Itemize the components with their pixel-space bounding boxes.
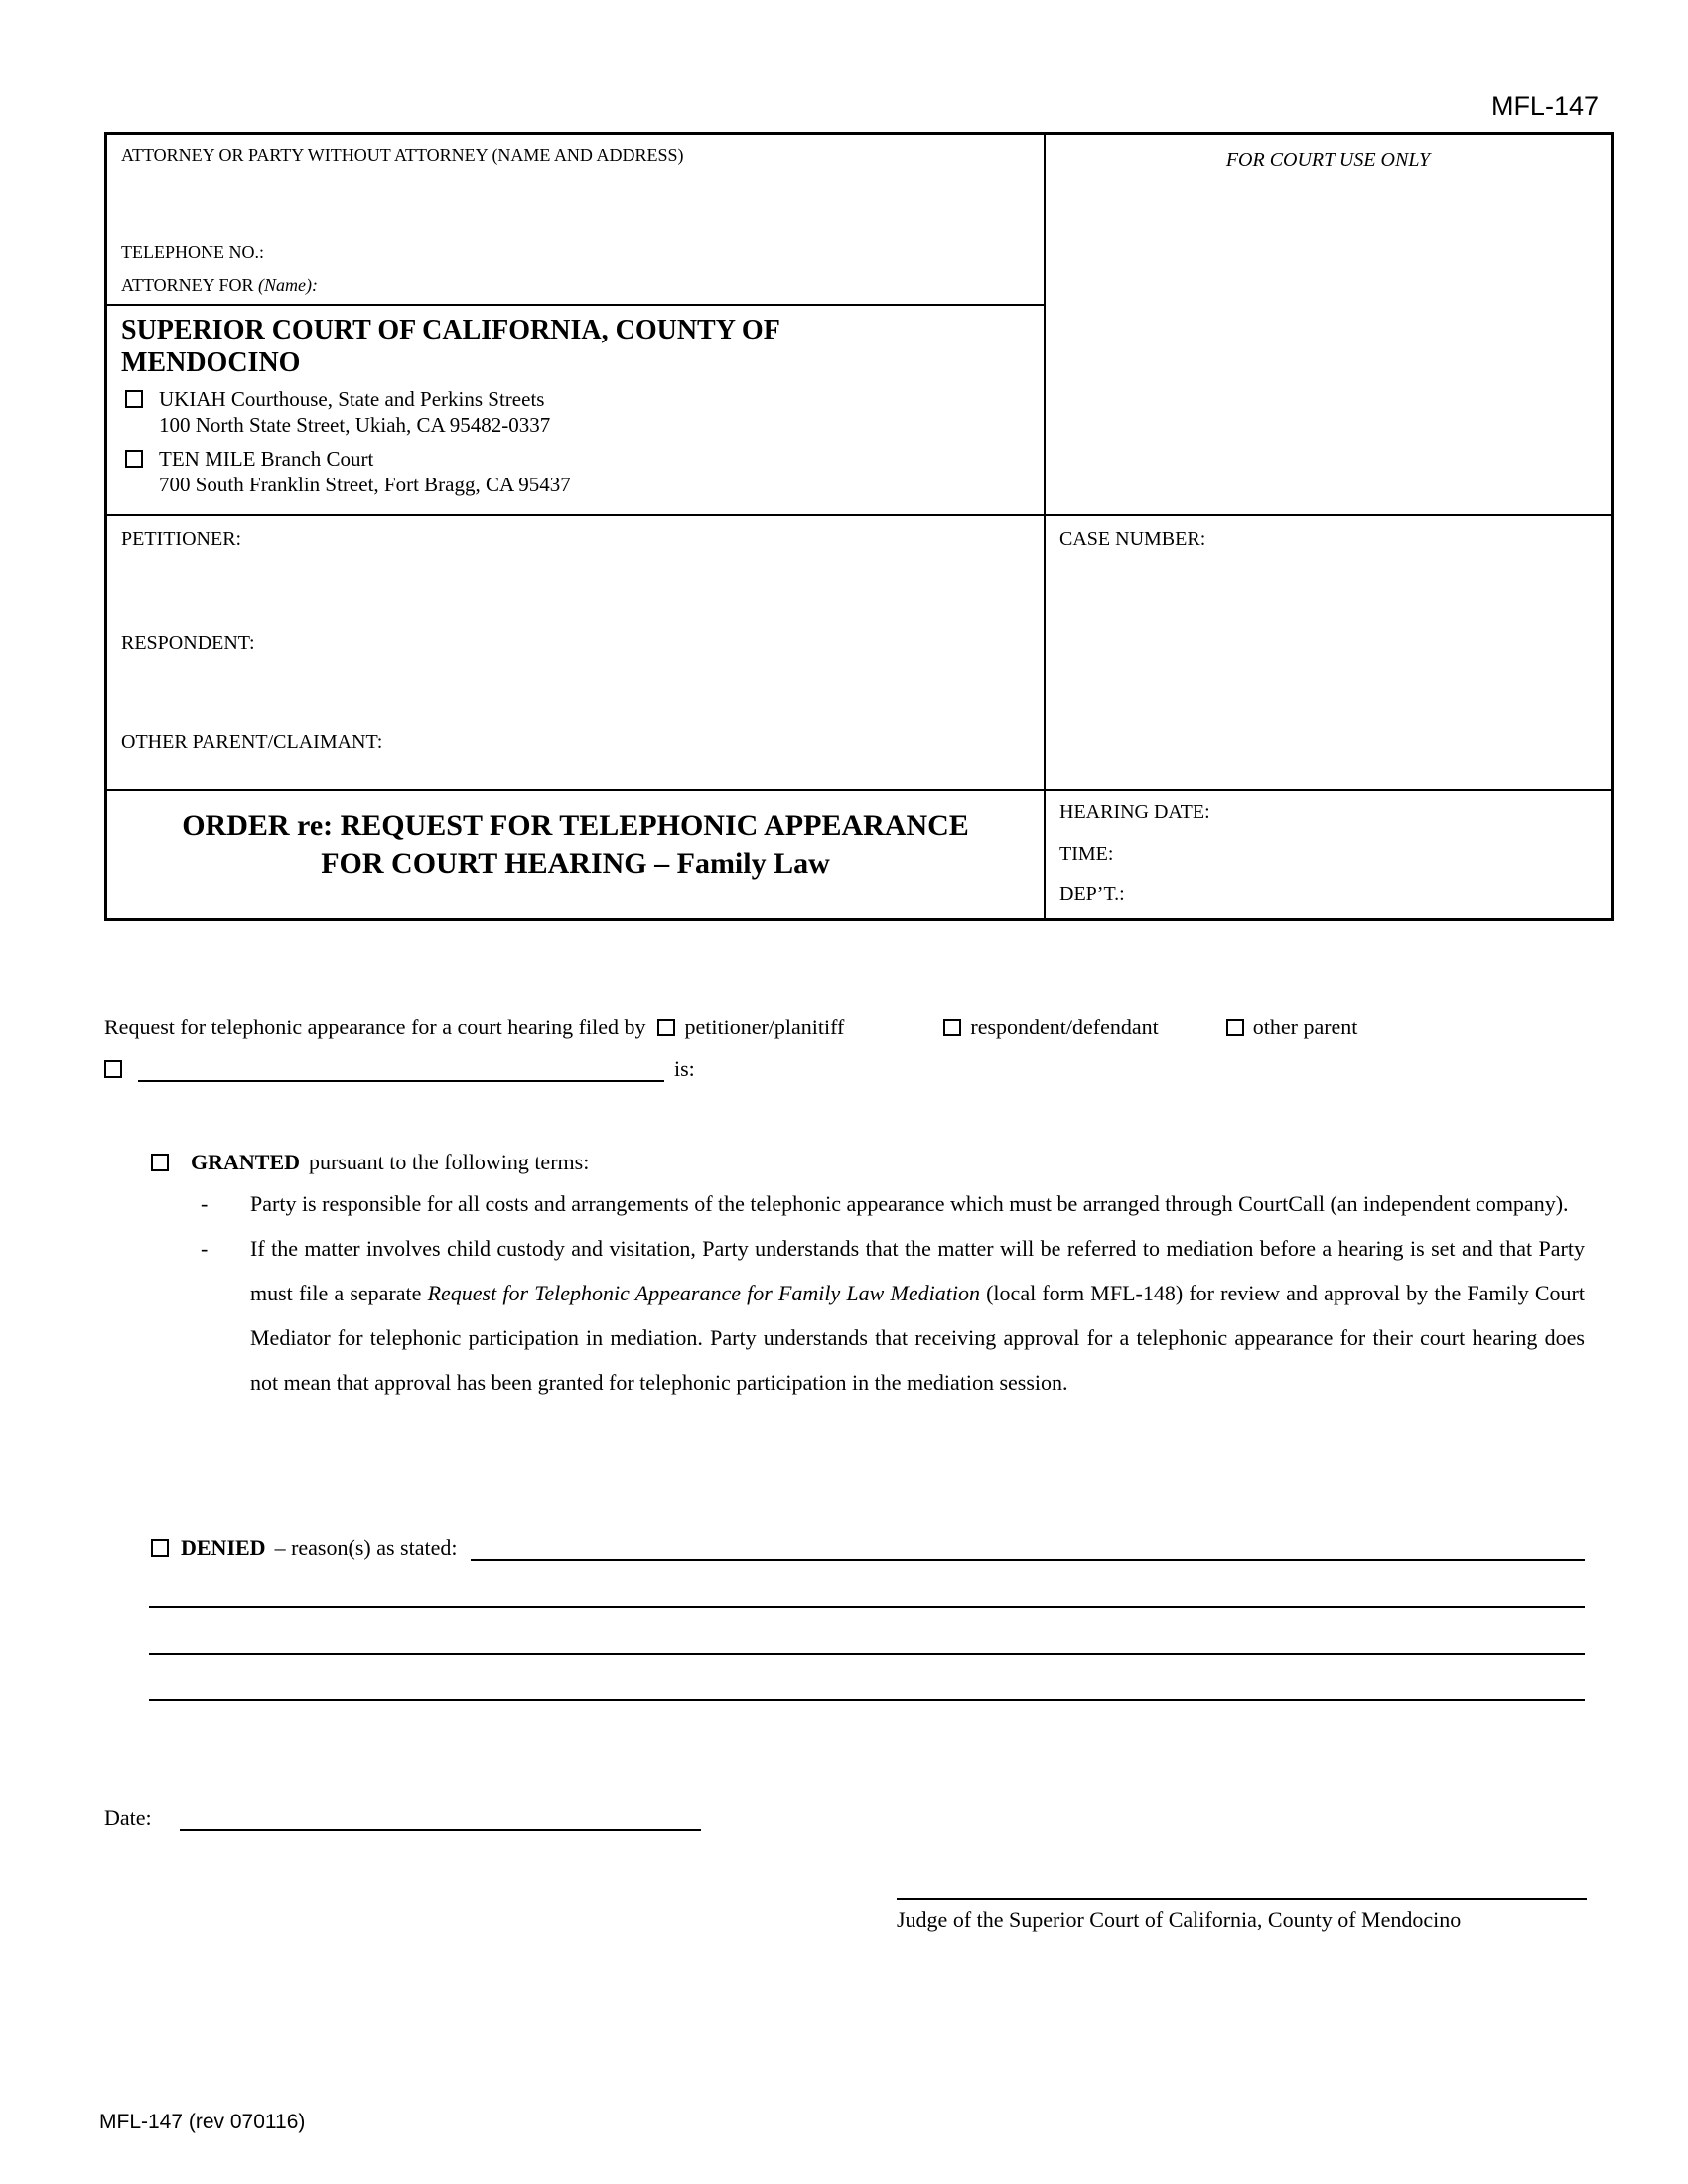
attorney-for-name-label: (Name): xyxy=(258,275,318,295)
denied-suffix-text: – reason(s) as stated: xyxy=(274,1535,458,1560)
attorney-name-address-field[interactable] xyxy=(121,166,1030,242)
dept-label: DEP’T.: xyxy=(1059,884,1125,905)
is-suffix-text: is: xyxy=(674,1056,695,1081)
denied-reason-blank[interactable] xyxy=(471,1535,1585,1561)
filed-by-petitioner-checkbox[interactable] xyxy=(657,1019,675,1036)
denied-line xyxy=(151,1535,1585,1561)
date-label: Date: xyxy=(104,1805,152,1830)
ten-mile-branch-line1: TEN MILE Branch Court xyxy=(159,446,374,471)
court-name-line1: SUPERIOR COURT OF CALIFORNIA, COUNTY OF xyxy=(121,315,780,345)
petitioner-label: PETITIONER: xyxy=(121,528,242,550)
court-use-only-area xyxy=(1046,135,1611,514)
filed-by-other-parent-checkbox[interactable] xyxy=(1226,1019,1244,1036)
filed-by-respondent-label: respondent/defendant xyxy=(970,1015,1159,1039)
ten-mile-branch-checkbox[interactable] xyxy=(125,450,143,468)
term-1-dash: - xyxy=(201,1191,209,1216)
case-number-section xyxy=(1046,514,1611,789)
judge-signature-line[interactable] xyxy=(897,1898,1587,1900)
term-2-text-pre: If the matter involves child custody and visitation, Party understands that the matter will be referred to mediation before a hearing is set and that Party must file a separate xyxy=(250,1236,1585,1305)
granted-term-2 xyxy=(201,1226,1585,1405)
filed-by-other-parent-option xyxy=(1226,1015,1358,1040)
judge-signature-label: Judge of the Superior Court of California, County of Mendocino xyxy=(897,1907,1462,1932)
granted-suffix-text: pursuant to the following terms: xyxy=(309,1150,590,1174)
court-use-only-label: FOR COURT USE ONLY xyxy=(1225,149,1431,171)
party-section xyxy=(107,514,1046,789)
granted-term-1 xyxy=(201,1181,1585,1226)
attorney-name-address-label: ATTORNEY OR PARTY WITHOUT ATTORNEY (NAME AND ADDRESS) xyxy=(121,145,684,165)
term-2-text-post: (local form MFL-148) for review and approval by the Family Court Mediator for telephonic participation in mediation. Party understands that receiving approval for a telephonic appearance for their court hearing does not mean that approval has been granted for telephonic participation in the mediation session. xyxy=(250,1281,1585,1395)
hearing-info-section xyxy=(1046,789,1611,918)
ukiah-courthouse-line2: 100 North State Street, Ukiah, CA 95482-0337 xyxy=(159,413,551,438)
respondent-label: RESPONDENT: xyxy=(121,632,255,654)
filed-by-other-parent-label: other parent xyxy=(1252,1015,1358,1039)
term-2-dash: - xyxy=(201,1236,209,1261)
other-parent-label: OTHER PARENT/CLAIMANT: xyxy=(121,731,383,752)
time-label: TIME: xyxy=(1059,842,1114,865)
ten-mile-branch-text xyxy=(159,446,571,498)
courthouse-option-ukiah xyxy=(121,386,1030,439)
date-line xyxy=(104,1805,701,1831)
filed-by-respondent-option xyxy=(943,1015,1158,1040)
term-1-text: Party is responsible for all costs and arrangements of the telephonic appearance which must be arranged through CourtCall (an independent company). xyxy=(250,1191,1569,1216)
filed-by-line xyxy=(104,1015,1594,1040)
denied-checkbox[interactable] xyxy=(151,1539,169,1557)
filed-by-other-blank[interactable] xyxy=(138,1056,664,1082)
form-title-line1: ORDER re: REQUEST FOR TELEPHONIC APPEARANCE xyxy=(182,809,969,842)
filed-by-other-checkbox[interactable] xyxy=(104,1060,122,1078)
ten-mile-branch-line2: 700 South Franklin Street, Fort Bragg, CA 95437 xyxy=(159,472,571,496)
granted-checkbox[interactable] xyxy=(151,1154,169,1171)
telephone-label: TELEPHONE NO.: xyxy=(121,242,264,262)
denied-label: DENIED xyxy=(181,1535,266,1560)
court-name-line2: MENDOCINO xyxy=(121,347,301,379)
attorney-section xyxy=(107,135,1046,306)
filed-by-petitioner-option xyxy=(657,1015,844,1040)
ukiah-courthouse-checkbox[interactable] xyxy=(125,390,143,408)
request-prefix-text: Request for telephonic appearance for a court hearing filed by xyxy=(104,1015,646,1039)
court-section xyxy=(107,306,1046,514)
ukiah-courthouse-text xyxy=(159,386,550,439)
attorney-for-label: ATTORNEY FOR xyxy=(121,275,254,295)
case-number-label: CASE NUMBER: xyxy=(1059,528,1206,550)
case-caption-box xyxy=(104,132,1614,921)
date-blank[interactable] xyxy=(180,1805,701,1831)
denied-reason-line-3[interactable] xyxy=(149,1653,1585,1655)
form-number: MFL-147 xyxy=(1490,91,1599,121)
granted-terms-list xyxy=(201,1181,1585,1405)
form-footer: MFL-147 (rev 070116) xyxy=(99,2111,306,2133)
filed-by-other-line xyxy=(104,1056,695,1082)
denied-reason-line-4[interactable] xyxy=(149,1699,1585,1701)
form-title-line2: FOR COURT HEARING – Family Law xyxy=(321,846,830,880)
filed-by-petitioner-label: petitioner/planitiff xyxy=(684,1015,845,1039)
ukiah-courthouse-line1: UKIAH Courthouse, State and Perkins Streets xyxy=(159,387,545,412)
courthouse-option-ten-mile xyxy=(121,446,1030,498)
granted-line xyxy=(151,1150,589,1175)
attorney-for-line xyxy=(121,275,1030,296)
filed-by-respondent-checkbox[interactable] xyxy=(943,1019,961,1036)
hearing-date-label: HEARING DATE: xyxy=(1059,801,1210,823)
judge-signature-block xyxy=(897,1898,1587,1933)
denied-reason-line-2[interactable] xyxy=(149,1606,1585,1608)
term-2-form-name: Request for Telephonic Appearance for Family Law Mediation xyxy=(427,1281,980,1305)
form-title xyxy=(107,789,1046,918)
court-name xyxy=(121,314,1030,379)
granted-label: GRANTED xyxy=(191,1150,301,1174)
